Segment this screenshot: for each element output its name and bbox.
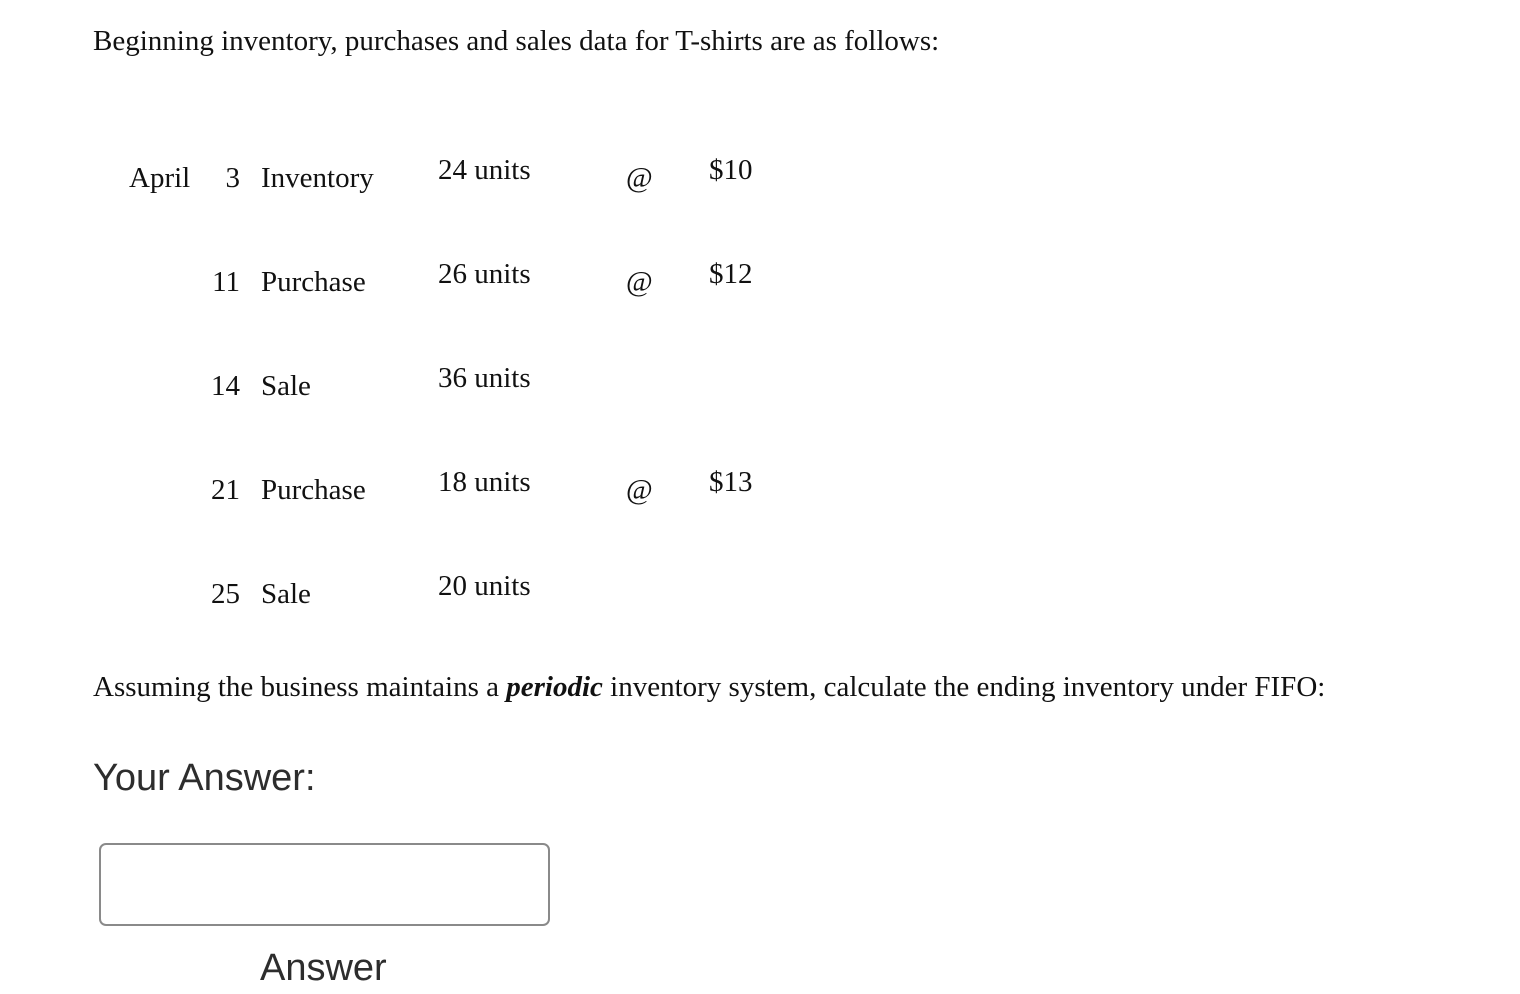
transaction-price: $10 <box>709 154 753 186</box>
transaction-day: 25 <box>211 578 240 610</box>
at-symbol: @ <box>626 266 653 298</box>
transaction-month: April <box>129 162 191 194</box>
transaction-price: $12 <box>709 258 753 290</box>
at-symbol: @ <box>626 474 653 506</box>
your-answer-heading: Your Answer: <box>93 757 316 799</box>
question-emphasis: periodic <box>506 671 603 703</box>
transaction-quantity: 24 units <box>438 154 531 186</box>
answer-input[interactable] <box>99 843 550 926</box>
transaction-quantity: 20 units <box>438 570 531 602</box>
transaction-quantity: 18 units <box>438 466 531 498</box>
at-symbol: @ <box>626 162 653 194</box>
transaction-type: Purchase <box>261 474 366 506</box>
transaction-price: $13 <box>709 466 753 498</box>
transaction-type: Purchase <box>261 266 366 298</box>
transaction-type: Inventory <box>261 162 374 194</box>
transaction-quantity: 26 units <box>438 258 531 290</box>
transaction-day: 14 <box>211 370 240 402</box>
transaction-day: 3 <box>225 162 240 194</box>
question-text-after: inventory system, calculate the ending inventory under FIFO: <box>602 671 1326 703</box>
answer-label: Answer <box>260 947 387 989</box>
question-text-before: Assuming the business maintains a <box>93 671 507 703</box>
question-intro: Beginning inventory, purchases and sales data for T-shirts are as follows: <box>93 25 940 57</box>
transaction-day: 11 <box>212 266 240 298</box>
transaction-quantity: 36 units <box>438 362 531 394</box>
transaction-type: Sale <box>261 370 311 402</box>
question-prompt <box>93 673 1325 702</box>
transaction-type: Sale <box>261 578 311 610</box>
transaction-day: 21 <box>211 474 240 506</box>
